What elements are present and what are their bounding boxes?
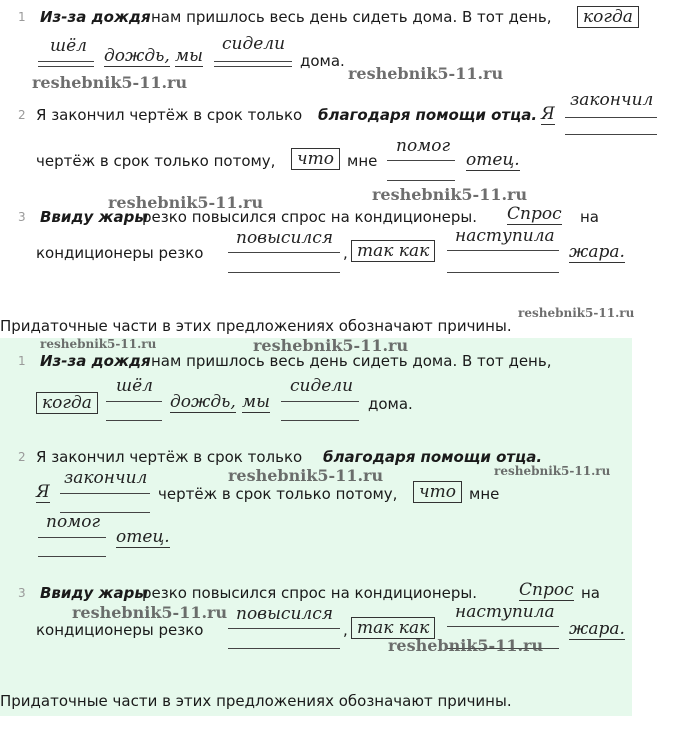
predicate-word: закончил (570, 90, 654, 110)
conclusion-text: Придаточные части в этих предложениях обозначают причины. (0, 692, 512, 710)
emphasis-text: Ввиду жары (40, 208, 148, 226)
emphasis-text: благодаря помощи отца. (323, 448, 543, 466)
comma: , (343, 244, 348, 262)
sentence-text: нам пришлось весь день сидеть дома. В тот день, (151, 352, 552, 370)
item-number: 2 (18, 450, 26, 464)
predicate-word: шёл (116, 376, 153, 396)
predicate-underline (387, 180, 455, 181)
sentence-text: нам пришлось весь день сидеть дома. В тот день, (151, 8, 552, 26)
sentence-text: дома. (368, 395, 413, 413)
conjunction-box: когда (577, 6, 639, 28)
sentence-text: Я закончил чертёж в срок только (36, 448, 303, 466)
watermark: reshebnik5-11.ru (518, 306, 635, 320)
predicate-underline (447, 250, 559, 251)
subject-word: Я (36, 482, 50, 502)
subject-word: Спрос (519, 580, 574, 600)
item-number: 3 (18, 586, 26, 600)
predicate-underline (228, 252, 340, 253)
predicate-underline (106, 401, 162, 402)
subject-word: Спрос (507, 204, 562, 224)
watermark: reshebnik5-11.ru (494, 464, 611, 478)
predicate-word: повысился (236, 228, 333, 248)
predicate-underline (228, 272, 340, 273)
sentence-text: чертёж в срок только потому, (158, 485, 398, 503)
predicate-underline (447, 272, 559, 273)
predicate-underline (38, 537, 106, 538)
subject-word: мы (175, 46, 203, 66)
predicate-underline (565, 134, 657, 135)
item-number: 1 (18, 10, 26, 24)
watermark: reshebnik5-11.ru (40, 337, 157, 351)
subject-word: отец. (466, 150, 520, 170)
sentence-text: резко повысился спрос на кондиционеры. (142, 208, 478, 226)
predicate-underline (38, 61, 94, 62)
emphasis-text: Ввиду жары (40, 584, 148, 602)
sentence-text: резко повысился спрос на кондиционеры. (142, 584, 478, 602)
predicate-underline (387, 160, 455, 161)
predicate-word: помог (46, 512, 101, 532)
watermark: reshebnik5-11.ru (228, 466, 384, 485)
sentence-text: дома. (300, 52, 345, 70)
predicate-underline (447, 626, 559, 627)
predicate-underline (281, 420, 359, 421)
predicate-underline (228, 628, 340, 629)
predicate-word: наступила (455, 602, 555, 622)
predicate-word: шёл (50, 36, 87, 56)
sentence-text: кондиционеры резко (36, 244, 204, 262)
subject-word: мы (242, 392, 270, 412)
predicate-word: сидели (222, 34, 286, 54)
conjunction-box: когда (36, 392, 98, 414)
sentence-text: мне (469, 485, 500, 503)
predicate-underline (214, 66, 292, 67)
subject-word: жара. (569, 242, 625, 262)
comma: , (343, 621, 348, 639)
subject-word: отец. (116, 527, 170, 547)
subject-word: дождь, (104, 46, 170, 66)
predicate-underline (106, 420, 162, 421)
predicate-word: наступила (455, 226, 555, 246)
sentence-text: на (580, 208, 599, 226)
emphasis-text: Из-за дождя (40, 352, 151, 370)
predicate-word: сидели (290, 376, 354, 396)
predicate-underline (38, 556, 106, 557)
emphasis-text: Из-за дождя (40, 8, 151, 26)
emphasis-text: благодаря помощи отца. (318, 106, 538, 124)
conjunction-box: так как (351, 240, 435, 262)
item-number: 3 (18, 210, 26, 224)
subject-word: Я (541, 104, 555, 124)
conjunction-box: так как (351, 617, 435, 639)
sentence-text: на (581, 584, 600, 602)
watermark: reshebnik5-11.ru (253, 336, 409, 355)
watermark: reshebnik5-11.ru (108, 193, 264, 212)
predicate-underline (60, 493, 150, 494)
sentence-text: чертёж в срок только потому, (36, 152, 276, 170)
sentence-text: Я закончил чертёж в срок только (36, 106, 303, 124)
conjunction-box: что (413, 481, 462, 503)
watermark: reshebnik5-11.ru (32, 73, 188, 92)
item-number: 1 (18, 354, 26, 368)
watermark: reshebnik5-11.ru (72, 603, 228, 622)
sentence-text: мне (347, 152, 378, 170)
conclusion-text: Придаточные части в этих предложениях обозначают причины. (0, 317, 512, 335)
subject-word: жара. (569, 619, 625, 639)
conjunction-box: что (291, 148, 340, 170)
predicate-word: помог (396, 136, 451, 156)
item-number: 2 (18, 108, 26, 122)
watermark: reshebnik5-11.ru (388, 636, 544, 655)
predicate-underline (214, 61, 292, 62)
watermark: reshebnik5-11.ru (372, 185, 528, 204)
subject-word: дождь, (170, 392, 236, 412)
predicate-underline (565, 117, 657, 118)
predicate-underline (38, 66, 94, 67)
predicate-underline (228, 648, 340, 649)
predicate-word: повысился (236, 604, 333, 624)
watermark: reshebnik5-11.ru (348, 64, 504, 83)
predicate-underline (281, 401, 359, 402)
sentence-text: кондиционеры резко (36, 621, 204, 639)
predicate-word: закончил (64, 468, 148, 488)
